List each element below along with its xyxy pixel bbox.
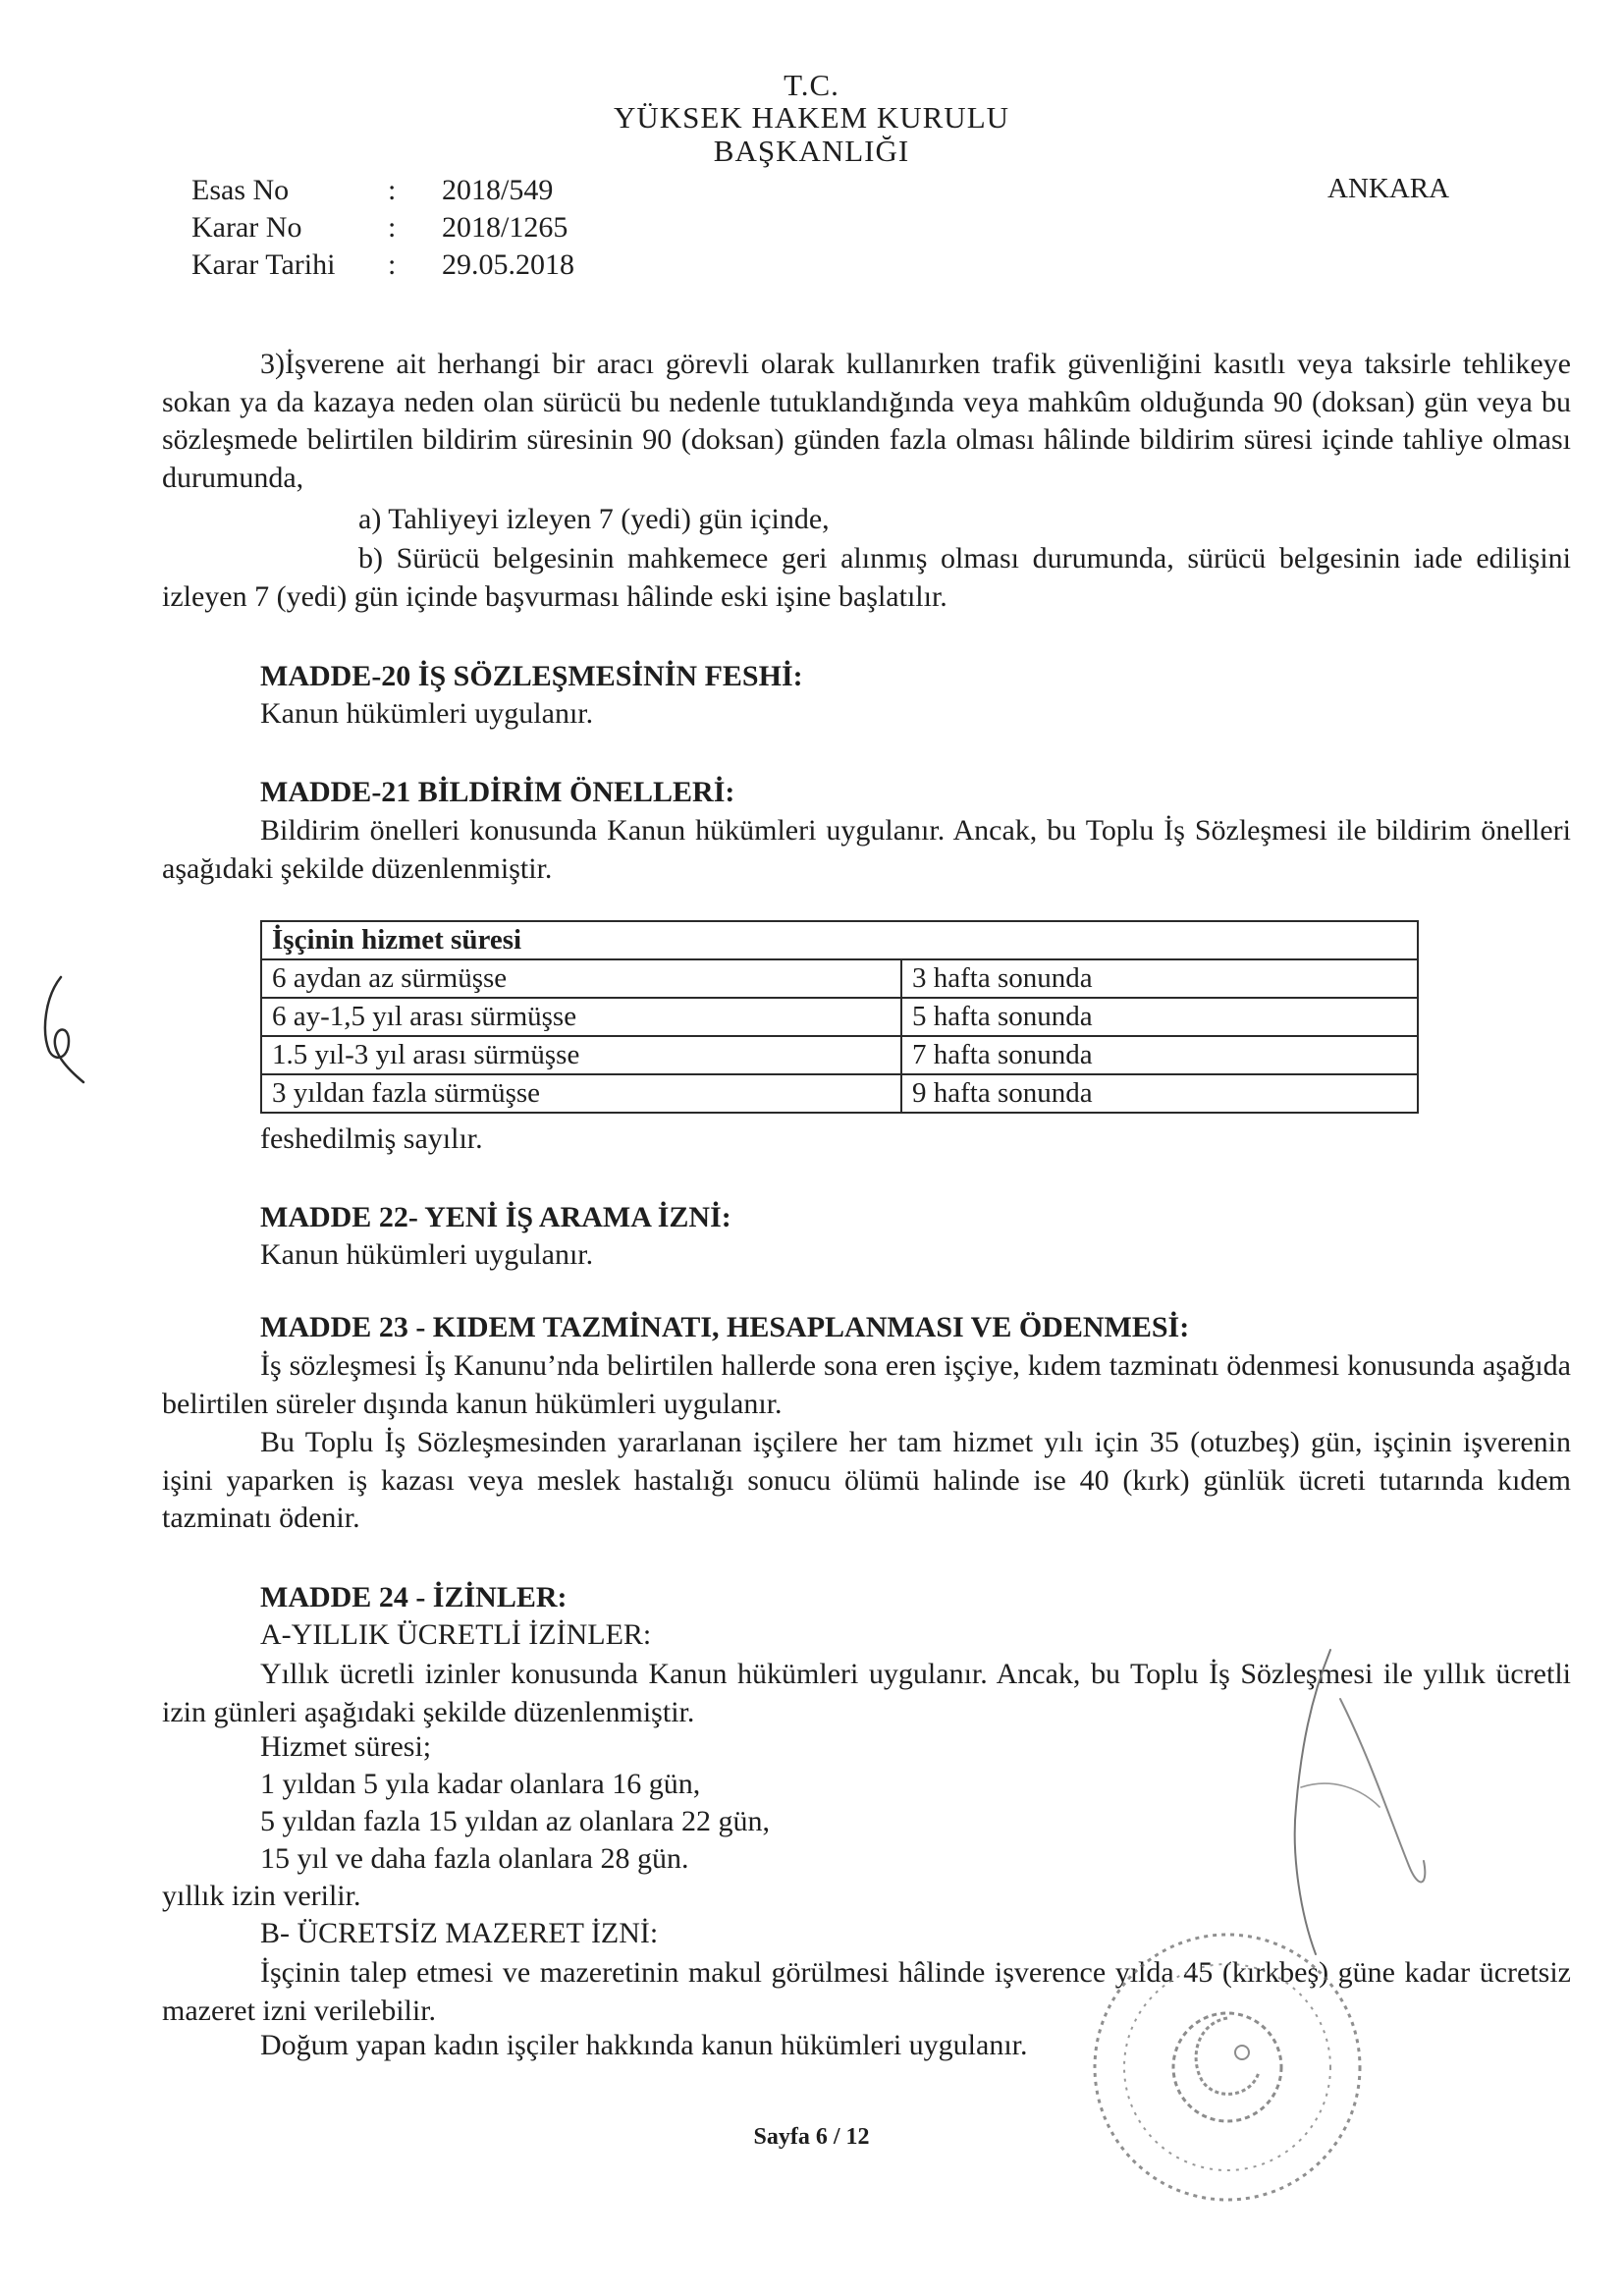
madde-22-text: Kanun hükümleri uygulanır.: [260, 1238, 594, 1271]
madde-24-title: MADDE 24 - İZİNLER:: [260, 1581, 568, 1613]
madde-22-title: MADDE 22- YENİ İŞ ARAMA İZNİ:: [260, 1201, 731, 1233]
meta-sep: :: [388, 248, 397, 281]
table-row: [261, 1074, 1418, 1113]
meta-label: Karar Tarihi: [191, 248, 336, 281]
madde-24-line-4: 15 yıl ve daha fazla olanlara 28 gün.: [260, 1842, 689, 1875]
duration-cell: 6 ay-1,5 yıl arası sürmüşse: [261, 998, 901, 1036]
notice-period-table: [260, 920, 1419, 1114]
meta-label: Esas No: [191, 174, 290, 206]
handwritten-initial-icon: [39, 972, 88, 1090]
case-meta: [191, 172, 682, 290]
madde-21-text: Bildirim önelleri konusunda Kanun hükümleri uygulanır. Ancak, bu Toplu İş Sözleşmesi ile bildirim önelleri aşağıdaki şekilde düzenlenmiştir.: [162, 814, 1571, 885]
madde-21-after: feshedilmiş sayılır.: [260, 1122, 483, 1155]
madde-24-p1: Yıllık ücretli izinler konusunda Kanun hükümleri uygulanır. Ancak, bu Toplu İş Sözleşmesi ile yıllık ücretli izin günleri aşağıdaki şekilde düzenlenmiştir.: [162, 1658, 1571, 1728]
meta-value: 29.05.2018: [442, 248, 574, 281]
madde-24-sub-b: B- ÜCRETSİZ MAZERET İZNİ:: [260, 1917, 659, 1949]
table-row: [261, 1036, 1418, 1074]
table-header-row: [261, 921, 1418, 959]
page-number: Sayfa 6 / 12: [753, 2124, 870, 2150]
madde-24-line-1: Hizmet süresi;: [260, 1730, 432, 1763]
table-row: [261, 998, 1418, 1036]
notice-cell: 5 hafta sonunda: [901, 998, 1418, 1036]
madde-24-line-2: 1 yıldan 5 yıla kadar olanlara 16 gün,: [260, 1768, 701, 1800]
intro-item-a: a) Tahliyeyi izleyen 7 (yedi) gün içinde,: [358, 503, 830, 535]
duration-cell: 1.5 yıl-3 yıl arası sürmüşse: [261, 1036, 901, 1074]
meta-value: 2018/1265: [442, 211, 568, 244]
madde-24-line-5: yıllık izin verilir.: [162, 1880, 361, 1912]
header-presidency: BAŞKANLIĞI: [713, 134, 910, 168]
madde-23-p2: Bu Toplu İş Sözleşmesinden yararlanan işçilere her tam hizmet yılı için 35 (otuzbeş) gün, işçinin işverenin işini yaparken iş kazası veya meslek hastalığı sonucu ölümü halinde ise 40 (kırk) günlük ücreti tutarında kıdem tazminatı ödenir.: [162, 1426, 1571, 1534]
meta-sep: :: [388, 174, 397, 206]
madde-23-title: MADDE 23 - KIDEM TAZMİNATI, HESAPLANMASI VE ÖDENMESİ:: [260, 1311, 1190, 1343]
intro-item-b: b) Sürücü belgesinin mahkemece geri alınmış olması durumunda, sürücü belgesinin iade edilişini izleyen 7 (yedi) gün içinde başvurması hâlinde eski işine başlatılır.: [162, 542, 1571, 613]
madde-24-p3: Doğum yapan kadın işçiler hakkında kanun hükümleri uygulanır.: [260, 2029, 1028, 2061]
madde-20-title: MADDE-20 İŞ SÖZLEŞMESİNİN FESHİ:: [260, 660, 803, 692]
madde-23-p1: İş sözleşmesi İş Kanunu’nda belirtilen hallerde sona eren işçiye, kıdem tazminatı ödenmesi konusunda aşağıda belirtilen süreler dışında kanun hükümleri uygulanır.: [162, 1349, 1571, 1420]
intro-paragraph: 3)İşverene ait herhangi bir aracı görevli olarak kullanırken trafik güvenliğini kasıtlı veya taksirle tehlikeye sokan ya da kazaya neden olan sürücü bu nedenle tutuklandığında veya mahkûm olduğunda 90 (doksan) gün veya bu sözleşmede belirtilen bildirim süresinin 90 (doksan) günden fazla olması hâlinde bildirim süresi içinde tahliye olması durumunda,: [162, 348, 1571, 494]
notice-cell: 7 hafta sonunda: [901, 1036, 1418, 1074]
meta-row-karar: [191, 209, 682, 246]
table-header-cell: İşçinin hizmet süresi: [261, 921, 1418, 959]
notice-cell: 3 hafta sonunda: [901, 959, 1418, 998]
madde-21-title: MADDE-21 BİLDİRİM ÖNELLERİ:: [260, 776, 735, 808]
header-institution: YÜKSEK HAKEM KURULU: [613, 100, 1010, 135]
notice-cell: 9 hafta sonunda: [901, 1074, 1418, 1113]
madde-24-sub-a: A-YILLIK ÜCRETLİ İZİNLER:: [260, 1618, 652, 1651]
meta-label: Karar No: [191, 211, 302, 244]
meta-sep: :: [388, 211, 397, 244]
madde-20-text: Kanun hükümleri uygulanır.: [260, 697, 594, 730]
madde-24-p2: İşçinin talep etmesi ve mazeretinin makul görülmesi hâlinde işverence yılda 45 (kırkbeş) güne kadar ücretsiz mazeret izni verilebilir.: [162, 1956, 1571, 2027]
duration-cell: 3 yıldan fazla sürmüşse: [261, 1074, 901, 1113]
header-tc: T.C.: [784, 68, 839, 102]
meta-row-tarih: [191, 246, 682, 284]
meta-row-esas: [191, 172, 682, 209]
meta-value: 2018/549: [442, 174, 554, 206]
signature-icon: [1262, 1640, 1438, 1964]
duration-cell: 6 aydan az sürmüşse: [261, 959, 901, 998]
table-row: [261, 959, 1418, 998]
official-seal-icon: [1080, 1920, 1375, 2214]
madde-24-line-3: 5 yıldan fazla 15 yıldan az olanlara 22 gün,: [260, 1805, 770, 1837]
header-city: ANKARA: [1327, 173, 1450, 204]
